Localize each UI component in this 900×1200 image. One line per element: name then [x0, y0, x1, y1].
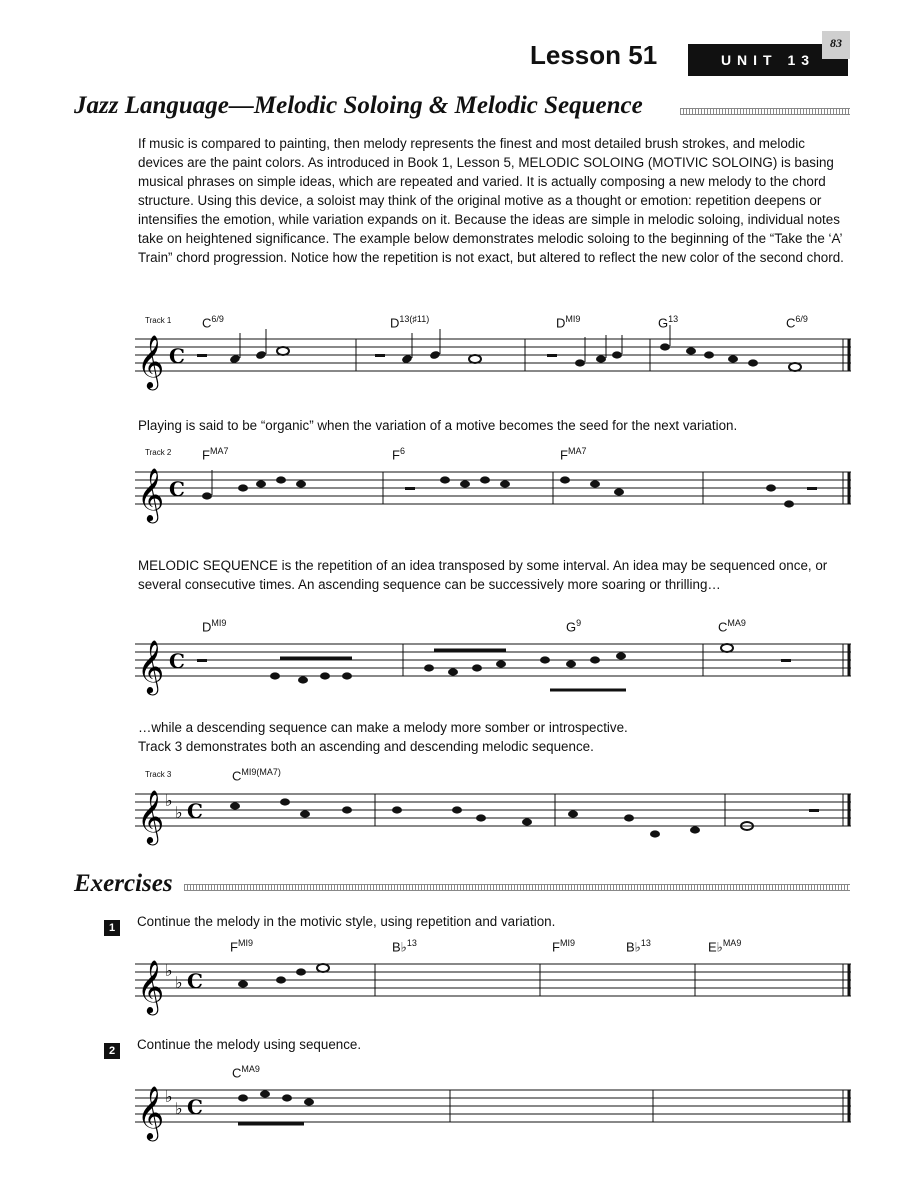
chord-symbol: $D^{MI9}$: [556, 314, 581, 331]
lesson-heading: Lesson 51: [530, 40, 658, 70]
svg-text:C: C: [187, 969, 203, 993]
chord-symbol: $F^6$: [392, 446, 405, 463]
chord-symbol: $C^{MI9(MA7)}$: [232, 767, 281, 784]
chord-symbol: $D^{13(♯11)}$: [390, 314, 430, 331]
svg-text:♭: ♭: [175, 1099, 183, 1118]
svg-text:C: C: [169, 477, 185, 501]
treble-clef: 𝄞: [137, 467, 165, 521]
chord-symbol: $F^{MA7}$: [202, 446, 229, 463]
chord-symbol: $G^9$: [566, 618, 582, 635]
svg-text:♭: ♭: [165, 961, 173, 980]
chord-symbol: $F^{MI9}$: [552, 938, 575, 955]
organic-paragraph: Playing is said to be “organic” when the variation of a motive becomes the seed for the next variation.: [138, 418, 738, 433]
chord-symbol: $D^{MI9}$: [202, 618, 227, 635]
svg-text:♭: ♭: [175, 803, 183, 822]
page-number: 83: [822, 31, 850, 59]
svg-text:♭: ♭: [165, 791, 173, 810]
svg-text:C: C: [169, 344, 185, 368]
music-staff: [135, 780, 855, 850]
chord-symbol: E♭$^{MA9}$: [708, 938, 742, 955]
treble-clef: 𝄞: [137, 959, 165, 1013]
exercise-staff[interactable]: [135, 950, 855, 1020]
treble-clef: 𝄞: [137, 1085, 165, 1139]
sequence-paragraph: MELODIC SEQUENCE is the repetition of an idea transposed by some interval. An idea may be sequenced once, or several consecutive times. An ascending sequence can be successively more soaring or thrilling…: [138, 558, 828, 592]
treble-clef: 𝄞: [137, 639, 165, 693]
treble-clef: 𝄞: [137, 334, 165, 388]
exercise-staff[interactable]: [135, 1076, 855, 1146]
descending-line-2: Track 3 demonstrates both an ascending and descending melodic sequence.: [138, 739, 594, 754]
svg-text:C: C: [169, 649, 185, 673]
section-title: Jazz Language—Melodic Soloing & Melodic Sequence: [74, 92, 643, 119]
exercise-number: 1: [104, 920, 120, 936]
track-label: Track 3: [145, 770, 172, 779]
music-staff: [135, 458, 855, 528]
track-label: Track 2: [145, 448, 172, 457]
chord-symbol: $C^{MA9}$: [232, 1064, 260, 1081]
chord-symbol: B♭$^{13}$: [626, 938, 651, 955]
chord-symbol: $F^{MI9}$: [230, 938, 253, 955]
chord-symbol: $G^{13}$: [658, 314, 679, 331]
title-rule: [680, 108, 850, 115]
unit-badge: UNIT 13: [688, 44, 848, 76]
chord-symbol: $F^{MA7}$: [560, 446, 587, 463]
svg-text:C: C: [187, 799, 203, 823]
music-staff: [135, 325, 855, 395]
exercise-instruction: Continue the melody using sequence.: [137, 1037, 362, 1052]
music-staff: [135, 630, 855, 700]
exercises-rule: [184, 884, 850, 891]
svg-text:C: C: [187, 1095, 203, 1119]
chord-symbol: $C^{MA9}$: [718, 618, 746, 635]
svg-text:♭: ♭: [165, 1087, 173, 1106]
descending-line-1: …while a descending sequence can make a melody more somber or introspective.: [138, 720, 628, 735]
chord-symbol: B♭$^{13}$: [392, 938, 417, 955]
exercise-number: 2: [104, 1043, 120, 1059]
svg-text:♭: ♭: [175, 973, 183, 992]
chord-symbol: $C^{6/9}$: [786, 314, 808, 331]
track-label: Track 1: [145, 316, 172, 325]
chord-symbol: $C^{6/9}$: [202, 314, 224, 331]
intro-paragraph: If music is compared to painting, then melody represents the finest and most detailed brush strokes, and melodic devices are the paint colors. As introduced in Book 1, Lesson 5, MELODIC SOLOING (MOTIVIC SOLOING) is basing musical phrases on simple ideas, which are repeated and varied. It is actually composing a new melody to the chord structure. Using this device, a soloist may think of the original motive as a thought or emotion: repetition deepens or intensifies the emotion, while variation expands on it. Because the ideas are simple in melodic soloing, individual notes take on heightened significance. The example below demonstrates melodic soloing to the beginning of the “Take the ‘A’ Train” chord progression. Notice how the repetition is not exact, but altered to reflect the new color of the second chord.: [138, 136, 844, 265]
exercise-instruction: Continue the melody in the motivic style, using repetition and variation.: [137, 914, 556, 929]
exercises-title: Exercises: [74, 870, 173, 897]
treble-clef: 𝄞: [137, 789, 165, 843]
